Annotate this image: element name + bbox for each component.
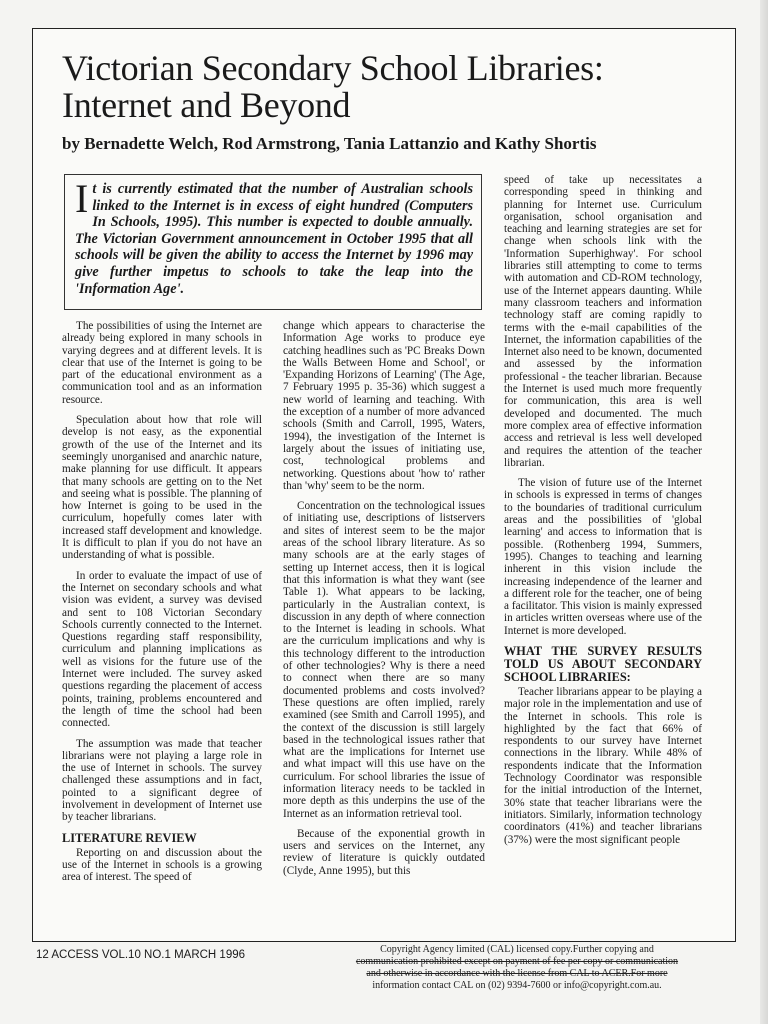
page-footer: 12 ACCESS VOL.10 NO.1 MARCH 1996 <box>36 949 246 961</box>
paragraph: speed of take up necessitates a corresponding speed in thinking and planning for Internet use. Curriculum organisation, school organisation and teaching and learning strategies are set for change when schools link with the 'Information Superhighway'. For school libraries still attempting to come to terms with automation and CD-ROM technology, use of the Internet appears daunting. While many classroom teachers and information technology staff are coming rapidly to terms with the e-mail capabilities of the Internet, the information capabilities of the Internet also need to be known, documented and assessed by the information professional - the teacher librarian. Because the Internet is used much more frequently for communication, this area is well developed and documented. The much more complex area of effective information access and retrieval is less well developed and requires the attention of the teacher librarian. <box>504 174 702 469</box>
paragraph: Reporting on and discussion about the use of the Internet in schools is a growing area of interest. The speed of <box>62 846 262 884</box>
abstract-dropcap: I <box>75 176 89 221</box>
article-authors: by Bernadette Welch, Rod Armstrong, Tania Lattanzio and Kathy Shortis <box>62 134 597 153</box>
paragraph: Speculation about how that role will develop is not easy, as the exponential growth of the use of the Internet and its seemingly unorganised and anarchic nature, make planning for use difficult. It appears that many schools are getting on to the Net and seeing what is possible. The planning of how Internet is going to be used in the curriculum, hopefully comes later with increased staff development and knowledge. It is difficult to plan if you do not have an understanding of what is possible. <box>62 414 262 562</box>
paragraph: The possibilities of using the Internet are already being explored in many schools in varying degrees and at different levels. It is clear that use of the Internet is going to be part of the educational environment as a communication tool and as an information resource. <box>62 320 262 406</box>
abstract-text: t is currently estimated that the number of Australian schools linked to the Internet is in excess of eight hundred (Computers In Schools, 1995). This number is expected to double annually. The Victorian Government announcement in October 1995 that all schools will be given the ability to access the Internet by 1996 may give further impetus to schools to take the leap into the 'Information Age'. <box>75 181 473 297</box>
copyright-line: communication prohibited except on payment of fee per copy or communication <box>355 956 679 967</box>
copyright-line: Copyright Agency limited (CAL) licensed copy.Further copying and <box>380 944 654 955</box>
section-heading-literature-review: LITERATURE REVIEW <box>62 830 197 845</box>
column-1 <box>62 320 262 944</box>
abstract-box <box>64 174 482 310</box>
article-title: Victorian Secondary School Libraries: Internet and Beyond <box>62 48 604 125</box>
copyright-line: information contact CAL on (02) 9394-7600 or info@copyright.com.au. <box>372 980 662 991</box>
paragraph: change which appears to characterise the Information Age works to produce eye catching headlines such as 'PC Breaks Down the Walls Between Home and School', or 'Expanding Horizons of Learning' (The Age, 7 February 1995 p. 35-36) which suggest a new world of learning and teaching. With the exception of a number of more advanced schools (Smith and Carroll, 1995, Waters, 1994), the investigation of the Internet is largely about the issues of initiating use, cost, technological problems and networking. Questions about 'how to' rather than 'why' seem to be the norm. <box>283 320 485 492</box>
paragraph: The assumption was made that teacher librarians were not playing a large role in the use of Internet in schools. The survey challenged these assumptions and in fact, pointed to a significant degree of involvement in development of Internet use by teacher librarians. <box>62 737 262 824</box>
page-edge <box>760 0 768 1024</box>
section-heading-survey-results: WHAT THE SURVEY RESULTS TOLD US ABOUT SECONDARY SCHOOL LIBRARIES: <box>504 643 702 684</box>
paragraph: Teacher librarians appear to be playing a major role in the implementation and use of the Internet in schools. This role is highlighted by the fact that 66% of respondents to our survey have Internet connections in the library. While 48% of respondents indicate that the Information Technology Coordinator was responsible for the initial introduction of the Internet, 30% state that teacher librarians were the initiators. Similarly, information technology coordinators (41%) and teacher librarians (37%) were the most significant people <box>504 685 702 846</box>
paragraph: In order to evaluate the impact of use of the Internet on secondary schools and what vision was evident, a survey was devised and sent to 108 Victorian Secondary Schools currently connected to the Internet. Questions regarding staff responsibility, curriculum and planning implications as well as visions for the future use of the Internet were included. The survey asked questions regarding the placement of access points, training, problems encountered and the length of time the school had been connected. <box>62 569 262 730</box>
copyright-notice <box>302 944 732 992</box>
paragraph: Concentration on the technological issues of initiating use, descriptions of listservers and sites of interest seem to be the major areas of the school library literature. As so many schools are at the early stages of setting up Internet access, then it is logical that this information is what they want (see Table 1). What appears to be lacking, particularly in the Australian context, is discussion in any depth of where connection to the Internet is leading in schools. What are the curriculum implications and why is this technology different to the introduction of other technologies? Why is there a need to connect when there are so many documented problems and costs involved? These questions are often implied, rarely examined (see Smith and Carroll 1995), and the context of the discussion is still largely based in the technological issues rather that what are the implications for Internet use and what impact will this use have on the curriculum. For school libraries the issue of information literacy needs to be tackled in more depth as this underpins the use of the Internet as an information retrieval tool. <box>283 500 485 820</box>
column-2 <box>283 320 485 944</box>
paragraph: Because of the exponential growth in users and services on the Internet, any review of literature is quickly outdated (Clyde, Anne 1995), but this <box>283 827 485 877</box>
copyright-line: and otherwise in accordance with the license from CAL to ACER.For more <box>366 968 668 979</box>
column-3 <box>504 174 702 944</box>
paragraph: The vision of future use of the Internet in schools is expressed in terms of changes to the boundaries of traditional curriculum areas and the possibilities of 'global learning' and access to information that is possible. (Rothenberg 1994, Summers, 1995). Changes to teaching and learning inherent in this vision include the increasing independence of the learner and a different role for the teacher, one of being a facilitator. This vision is mainly expressed in articles written overseas where use of the Internet is more developed. <box>504 477 702 637</box>
